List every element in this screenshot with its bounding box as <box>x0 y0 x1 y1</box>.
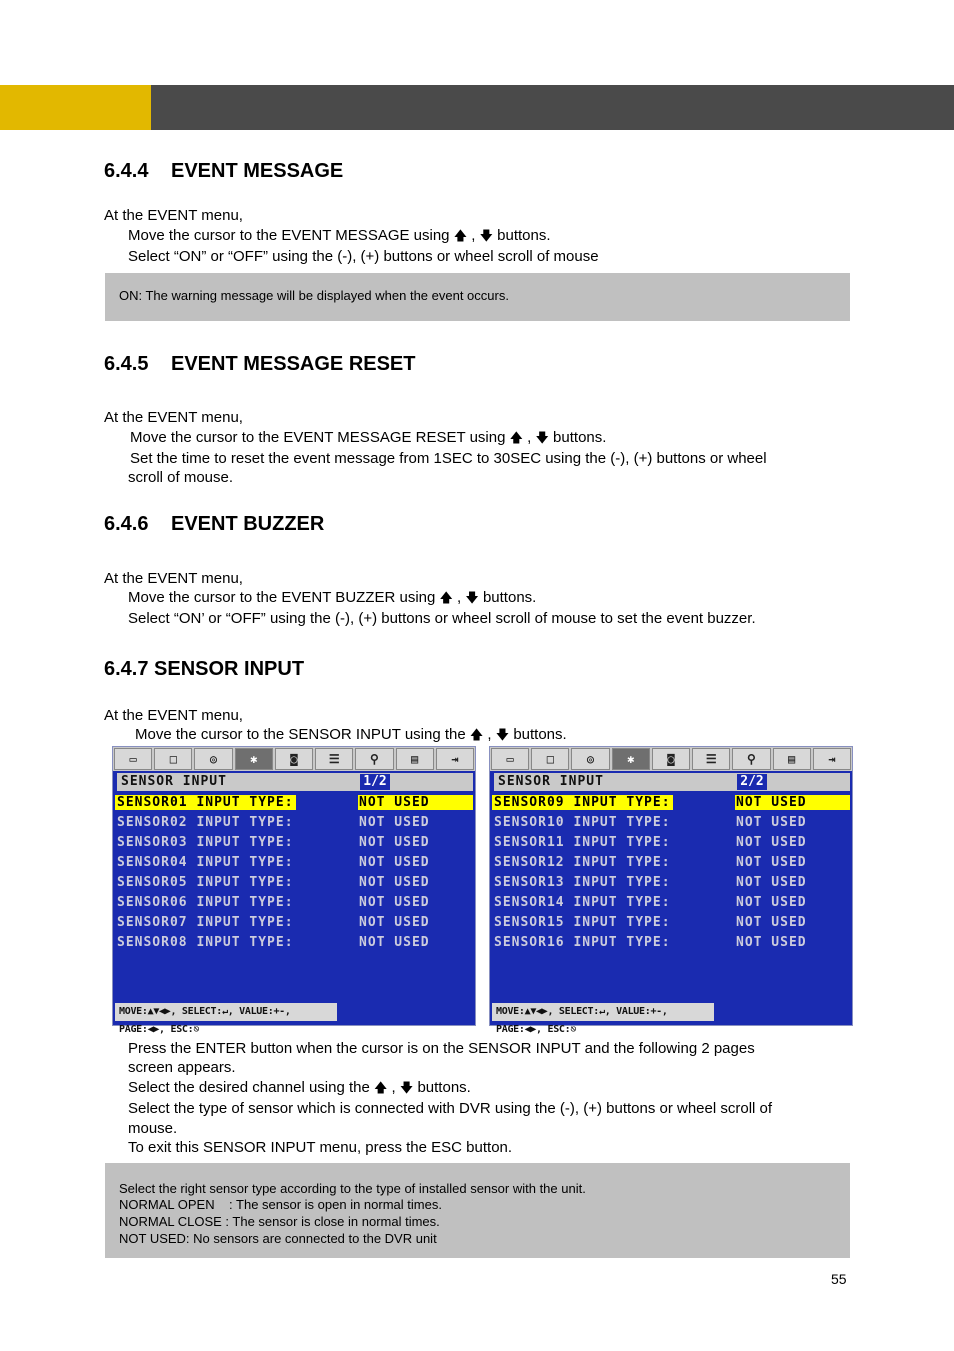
camera-tab-icon[interactable]: ◙ <box>652 748 690 770</box>
paragraph-step: Move the cursor to the EVENT BUZZER using 🡅 , 🡇 buttons. <box>128 589 537 606</box>
event-tab-icon[interactable]: ✱ <box>612 748 650 770</box>
paragraph-step: Select “ON’ or “OFF” using the (-), (+) buttons or wheel scroll of mouse to set the event buzzer. <box>128 610 756 627</box>
sensor-row[interactable]: SENSOR03 INPUT TYPE: NOT USED <box>117 835 430 850</box>
note-line: NORMAL OPEN : The sensor is open in normal times. <box>119 1197 442 1212</box>
note-line: Select the right sensor type according to the type of installed sensor with the unit. <box>119 1181 586 1196</box>
monitor-tab-icon[interactable]: □ <box>154 748 192 770</box>
sensor-row[interactable]: SENSOR10 INPUT TYPE: NOT USED <box>494 815 807 830</box>
event-tab-icon[interactable]: ✱ <box>235 748 273 770</box>
header-bar <box>151 85 954 130</box>
up-arrow-icon: 🡅 <box>374 1080 388 1095</box>
paragraph-step: Set the time to reset the event message from 1SEC to 30SEC using the (-), (+) buttons or wheel <box>130 450 767 467</box>
sensor-row[interactable]: SENSOR13 INPUT TYPE: NOT USED <box>494 875 807 890</box>
screen-title: SENSOR INPUT <box>498 774 604 789</box>
sensor-row[interactable]: SENSOR16 INPUT TYPE: NOT USED <box>494 935 807 950</box>
section-heading-sensor-input: 6.4.7 SENSOR INPUT <box>104 658 305 680</box>
paragraph-step: Move the cursor to the EVENT MESSAGE using 🡅 , 🡇 buttons. <box>128 227 551 244</box>
up-arrow-icon: 🡅 <box>469 727 484 742</box>
exit-tab-icon[interactable]: ⇥ <box>813 748 851 770</box>
paragraph-step: Select “ON” or “OFF” using the (-), (+) buttons or wheel scroll of mouse <box>128 248 599 265</box>
note-line: NORMAL CLOSE : The sensor is close in normal times. <box>119 1214 440 1229</box>
monitor-tab-icon[interactable]: □ <box>531 748 569 770</box>
down-arrow-icon: 🡇 <box>495 727 510 742</box>
note-box <box>105 273 850 321</box>
screen-title-bar <box>494 773 850 791</box>
page-indicator: 1/2 <box>360 774 390 790</box>
display-tab-icon[interactable]: ▭ <box>114 748 152 770</box>
down-arrow-icon: 🡇 <box>479 228 493 243</box>
note-line: NOT USED: No sensors are connected to the DVR unit <box>119 1231 437 1246</box>
camera-tab-icon[interactable]: ◙ <box>275 748 313 770</box>
paragraph-step: Select the desired channel using the 🡅 , 🡇 buttons. <box>128 1079 471 1096</box>
section-heading-event-message <box>104 160 343 183</box>
system-tab-icon[interactable]: ▤ <box>396 748 434 770</box>
paragraph-step: mouse. <box>128 1120 178 1137</box>
sensor-row[interactable]: SENSOR04 INPUT TYPE: NOT USED <box>117 855 430 870</box>
up-arrow-icon: 🡅 <box>509 430 523 445</box>
sensor-row[interactable]: SENSOR11 INPUT TYPE: NOT USED <box>494 835 807 850</box>
screen-help-bar: MOVE:▲▼◀▶, SELECT:↵, VALUE:+-, PAGE:◀▶, ESC:⎋ <box>492 1003 714 1021</box>
down-arrow-icon: 🡇 <box>535 430 549 445</box>
network-tab-icon[interactable]: ☰ <box>692 748 730 770</box>
section-heading-event-message-reset: 6.4.5 EVENT MESSAGE RESET <box>104 353 416 375</box>
section-title: EVENT MESSAGE <box>171 160 344 182</box>
up-arrow-icon: 🡅 <box>439 590 453 605</box>
screen-title-bar <box>117 773 473 791</box>
system-tab-icon[interactable]: ▤ <box>773 748 811 770</box>
display-tab-icon[interactable]: ▭ <box>491 748 529 770</box>
paragraph-intro: At the EVENT menu, <box>104 570 243 587</box>
dvr-screen-page-1 <box>112 746 476 1035</box>
sensor-row[interactable]: SENSOR07 INPUT TYPE: NOT USED <box>117 915 430 930</box>
sensor-row[interactable]: SENSOR09 INPUT TYPE: NOT USED <box>492 794 852 812</box>
record-tab-icon[interactable]: ◎ <box>194 748 232 770</box>
paragraph-step: Press the ENTER button when the cursor is on the SENSOR INPUT and the following 2 pages <box>128 1040 755 1057</box>
paragraph-step: screen appears. <box>128 1059 236 1076</box>
down-arrow-icon: 🡇 <box>465 590 479 605</box>
paragraph-step: Select the type of sensor which is connected with DVR using the (-), (+) buttons or wheel scroll of <box>128 1100 773 1117</box>
section-heading-event-buzzer: 6.4.6 EVENT BUZZER <box>104 513 325 535</box>
sensor-row[interactable]: SENSOR06 INPUT TYPE: NOT USED <box>117 895 430 910</box>
screen-help-bar: MOVE:▲▼◀▶, SELECT:↵, VALUE:+-, PAGE:◀▶, ESC:⎋ <box>115 1003 337 1021</box>
paragraph-step: Move the cursor to the EVENT MESSAGE RESET using 🡅 , 🡇 buttons. <box>130 429 607 446</box>
section-number: 6.4.4 <box>104 160 149 182</box>
note-text: ON: The warning message will be displayed when the event occurs. <box>119 288 509 303</box>
menu-tab-bar <box>113 747 475 771</box>
record-tab-icon[interactable]: ◎ <box>571 748 609 770</box>
paragraph-intro: At the EVENT menu, <box>104 207 243 224</box>
paragraph-intro: At the EVENT menu, <box>104 409 243 426</box>
network-tab-icon[interactable]: ☰ <box>315 748 353 770</box>
sensor-row[interactable]: SENSOR05 INPUT TYPE: NOT USED <box>117 875 430 890</box>
page-indicator: 2/2 <box>737 774 767 790</box>
page-number: 55 <box>831 1271 847 1287</box>
sensor-row[interactable]: SENSOR08 INPUT TYPE: NOT USED <box>117 935 430 950</box>
paragraph-intro: At the EVENT menu, <box>104 707 243 724</box>
paragraph-step: Move the cursor to the SENSOR INPUT using the 🡅 , 🡇 buttons. <box>135 726 567 743</box>
paragraph-step: scroll of mouse. <box>128 469 234 486</box>
paragraph-step: To exit this SENSOR INPUT menu, press the ESC button. <box>128 1139 513 1156</box>
header-accent-bar <box>0 85 151 130</box>
note-box <box>105 1163 850 1258</box>
up-arrow-icon: 🡅 <box>453 228 468 243</box>
sensor-row[interactable]: SENSOR15 INPUT TYPE: NOT USED <box>494 915 807 930</box>
dvr-screen-page-2 <box>489 746 853 1035</box>
menu-tab-bar <box>490 747 852 771</box>
sensor-row[interactable]: SENSOR12 INPUT TYPE: NOT USED <box>494 855 807 870</box>
screen-title: SENSOR INPUT <box>121 774 227 789</box>
sensor-row[interactable]: SENSOR01 INPUT TYPE: NOT USED <box>115 794 475 812</box>
sensor-row[interactable]: SENSOR02 INPUT TYPE: NOT USED <box>117 815 430 830</box>
exit-tab-icon[interactable]: ⇥ <box>436 748 474 770</box>
down-arrow-icon: 🡇 <box>399 1080 414 1095</box>
search-tab-icon[interactable]: ⚲ <box>732 748 770 770</box>
sensor-row[interactable]: SENSOR14 INPUT TYPE: NOT USED <box>494 895 807 910</box>
search-tab-icon[interactable]: ⚲ <box>355 748 393 770</box>
